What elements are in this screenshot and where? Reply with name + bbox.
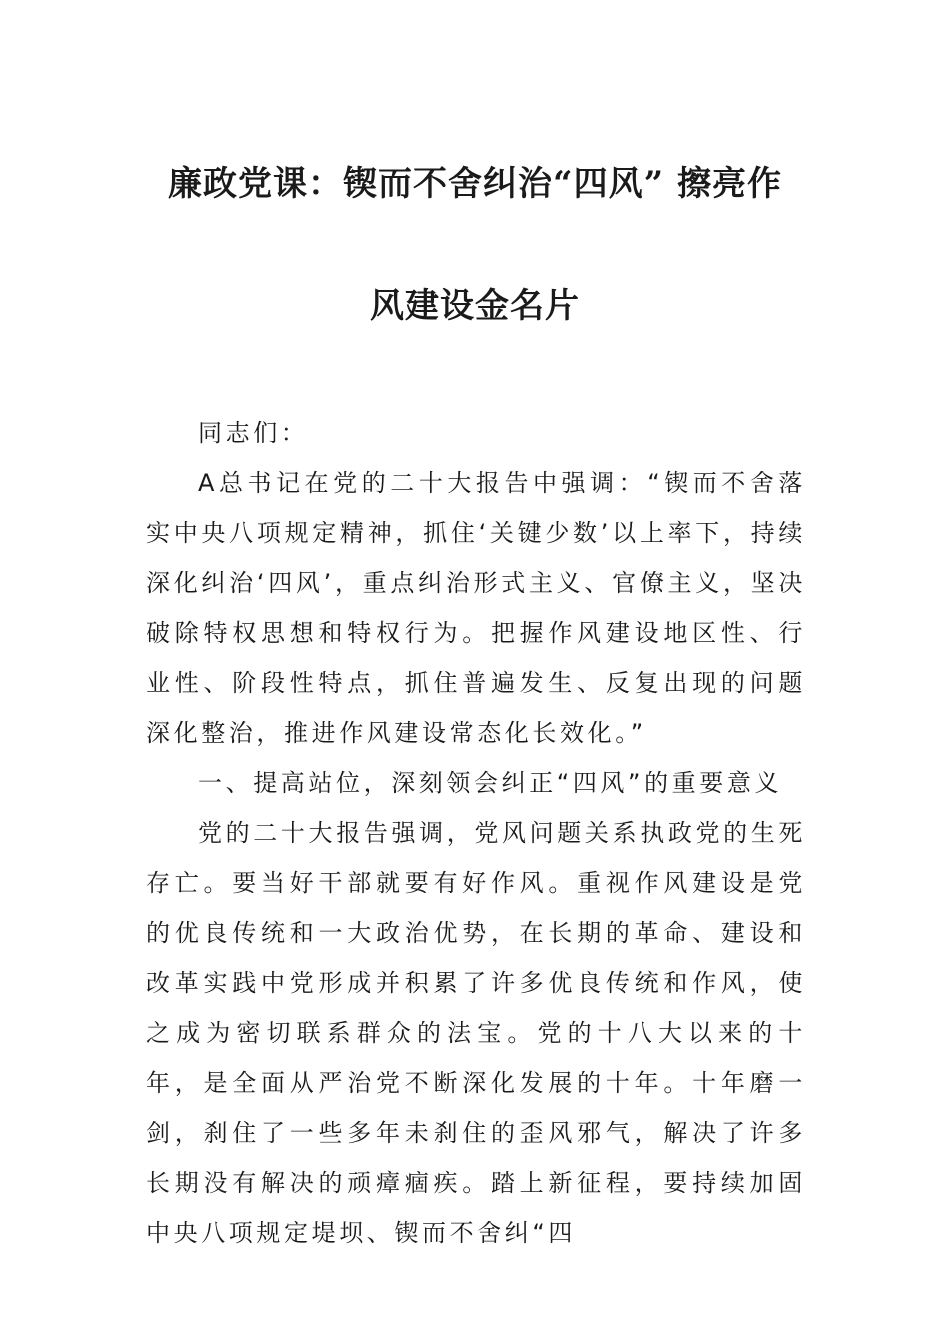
- document-title-line-2: 风建设金名片: [370, 286, 580, 326]
- salutation: 同志们：: [198, 419, 309, 447]
- document-body: [146, 408, 806, 1258]
- paragraph-section-1: 党的二十大报告强调，党风问题关系执政党的生死存亡。要当好干部就要有好作风。重视作风建设是党的优良传统和一大政治优势，在长期的革命、建设和改革实践中党形成并积累了许多优良传统和作风，使之成为密切联系群众的法宝。党的十八大以来的十年，是全面从严治党不断深化发展的十年。十年磨一剑，刹住了一些多年未刹住的歪风邪气，解决了许多长期没有解决的顽瘴痼疾。踏上新征程，要持续加固中央八项规定堤坝、锲而不舍纠“四: [146, 819, 806, 1247]
- paragraph-quote: A总书记在党的二十大报告中强调：“锲而不舍落实中央八项规定精神，抓住‘关键少数’以上率下，持续深化纠治‘四风’，重点纠治形式主义、官僚主义，坚决破除特权思想和特权行为。把握作风建设地区性、行业性、阶段性特点，抓住普遍发生、反复出现的问题深化整治，推进作风建设常态化长效化。”: [146, 469, 806, 747]
- section-heading-1: 一、提高站位，深刻领会纠正“四风”的重要意义: [198, 769, 783, 797]
- document-title-line-1: 廉政党课：锲而不舍纠治“四风” 擦亮作: [168, 164, 782, 204]
